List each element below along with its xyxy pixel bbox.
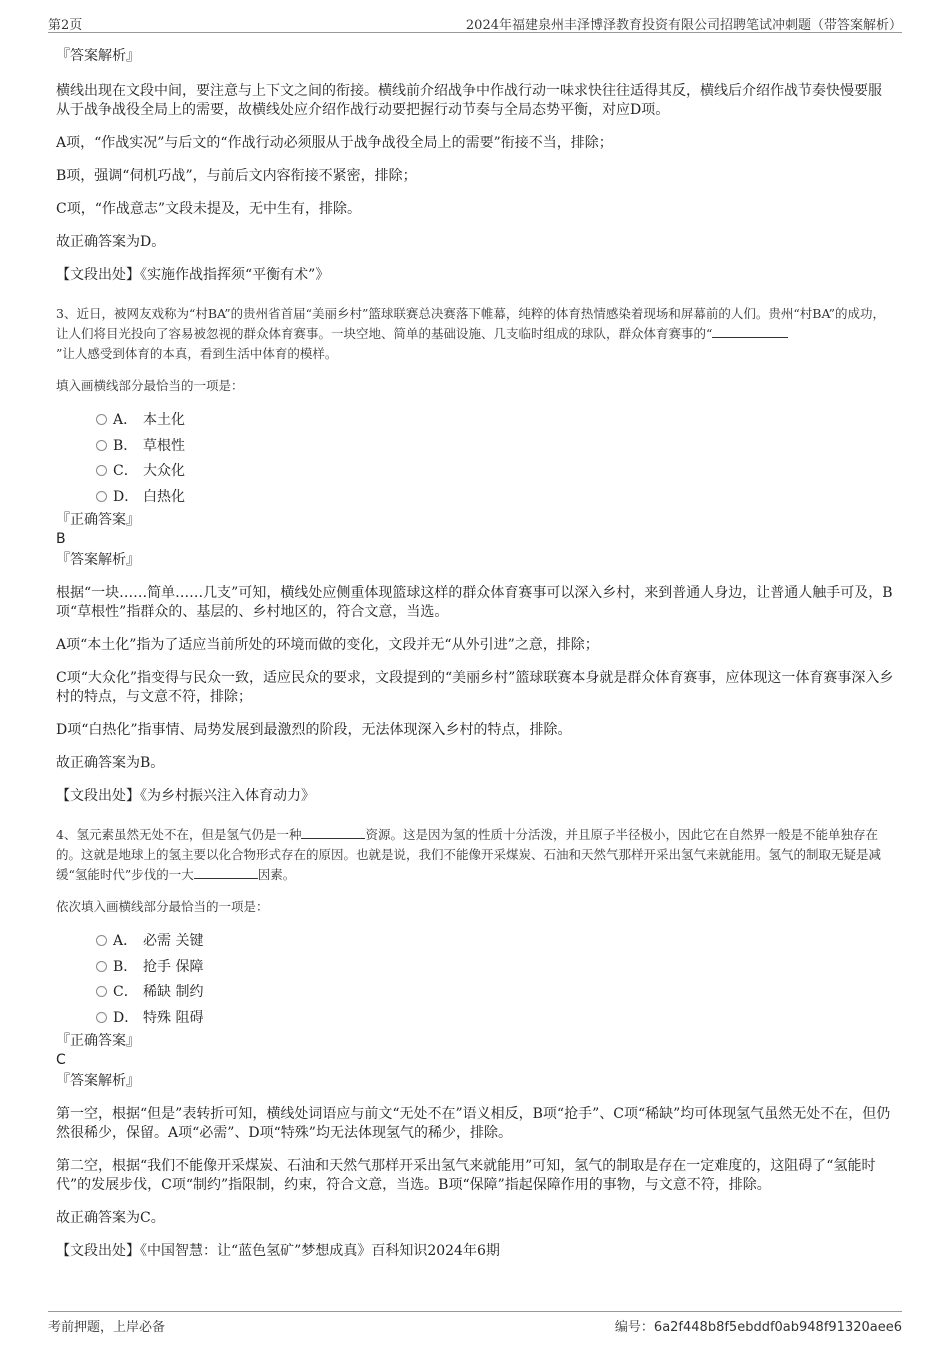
question-text-part: ”让人感受到体育的本真，看到生活中体育的模样。 bbox=[56, 346, 338, 361]
question-4-text bbox=[56, 825, 894, 885]
options-list bbox=[96, 929, 894, 1031]
radio-icon[interactable] bbox=[96, 961, 107, 972]
option-a[interactable]: A． 本土化 bbox=[96, 408, 894, 434]
analysis-paragraph: C项“大众化”指变得与民众一致，适应民众的要求，文段提到的“美丽乡村”篮球联赛本身就是群众体育赛事，应体现这一体育赛事深入乡村的特点，与文意不符，排除； bbox=[56, 670, 894, 705]
analysis-paragraph: 故正确答案为C。 bbox=[56, 1210, 165, 1226]
radio-icon[interactable] bbox=[96, 935, 107, 946]
document-code bbox=[615, 1316, 902, 1335]
analysis-paragraph: 第二空，根据“我们不能像开采煤炭、石油和天然气那样开采出氢气来就能用”可知，氢气的制取是存在一定难度的，这阻碍了“氢能时代”的发展步伐，C项“制约”指限制，约束，符合文意，当选。B项“保障”指起保障作用的事物，与文意不符，排除。 bbox=[56, 1158, 876, 1193]
analysis-paragraph: 第一空，根据“但是”表转折可知，横线处词语应与前文“无处不在”语义相反，B项“抢手”、C项“稀缺”均可体现氢气虽然无处不在，但仍然很稀少，保留。A项“必需”、D项“特殊”均无法体现氢气的稀少，排除。 bbox=[56, 1106, 891, 1141]
radio-icon[interactable] bbox=[96, 1012, 107, 1023]
analysis-paragraph: 故正确答案为D。 bbox=[56, 234, 166, 250]
analysis-paragraph: D项“白热化”指事情、局势发展到最激烈的阶段，无法体现深入乡村的特点，排除。 bbox=[56, 722, 572, 738]
question-text-part: 3、近日，被网友戏称为“村BA”的贵州省首届“美丽乡村”篮球联赛总决赛落下帷幕，纯粹的体育热情感染着现场和屏幕前的人们。贵州“村BA”的成功，让人们将目光投向了容易被忽视的群众体育赛事。一块空地、简单的基础设施、几支临时组成的球队，群众体育赛事的“ bbox=[56, 306, 886, 341]
code-label: 编号： bbox=[614, 1320, 654, 1335]
question-prompt: 依次填入画横线部分最恰当的一项是： bbox=[56, 899, 269, 914]
question-text-part: 资源。这是因为氢的性质十分活泼，并且原子半径极小，因此它在自然界一般是不能单独存在的。这就是地球上的氢主要以化合物形式存在的原因。也就是说，我们不能像开采煤炭、石油和天然气那样开采出氢气来就能用。氢气的制取无疑是减缓“氢能时代”步伐的一大 bbox=[56, 827, 882, 882]
option-c[interactable]: C． 大众化 bbox=[96, 459, 894, 485]
radio-icon[interactable] bbox=[96, 465, 107, 476]
radio-icon[interactable] bbox=[96, 491, 107, 502]
question-text-part: 4、氢元素虽然无处不在，但是氢气仍是一种 bbox=[56, 827, 302, 842]
answer-blank bbox=[301, 825, 365, 839]
source-citation: 【文段出处】《中国智慧：让“蓝色氢矿”梦想成真》百科知识2024年6期 bbox=[56, 1243, 500, 1259]
option-b[interactable]: B． 草根性 bbox=[96, 434, 894, 460]
page-footer bbox=[48, 1311, 902, 1336]
options-list bbox=[96, 408, 894, 510]
analysis-paragraph: B项，强调“伺机巧战”，与前后文内容衔接不紧密，排除； bbox=[56, 168, 417, 184]
source-citation: 【文段出处】《实施作战指挥须“平衡有术”》 bbox=[56, 267, 330, 283]
option-d[interactable]: D． 白热化 bbox=[96, 485, 894, 511]
radio-icon[interactable] bbox=[96, 440, 107, 451]
analysis-label: 『答案解析』 bbox=[56, 552, 140, 568]
correct-answer-label: 『正确答案』 bbox=[56, 512, 140, 528]
analysis-paragraph: 根据“一块……简单……几支”可知，横线处应侧重体现篮球这样的群众体育赛事可以深入乡村，来到普通人身边，让普通人触手可及，B项“草根性”指群众的、基层的、乡村地区的，符合文意，当选。 bbox=[56, 585, 893, 620]
answer-blank bbox=[712, 324, 788, 338]
analysis-paragraph: A项“本土化”指为了适应当前所处的环境而做的变化，文段并无“从外引进”之意，排除； bbox=[56, 637, 599, 653]
radio-icon[interactable] bbox=[96, 414, 107, 425]
option-a[interactable]: A． 必需 关键 bbox=[96, 929, 894, 955]
analysis-paragraph: A项，“作战实况”与后文的“作战行动必须服从于战争战役全局上的需要”衔接不当，排除； bbox=[56, 135, 613, 151]
page-content bbox=[56, 44, 894, 1261]
page-header bbox=[48, 8, 902, 33]
code-value: 6a2f448b8f5ebddf0ab948f91320aee6 bbox=[653, 1320, 902, 1335]
analysis-paragraph: 故正确答案为B。 bbox=[56, 755, 165, 771]
question-prompt: 填入画横线部分最恰当的一项是： bbox=[56, 378, 244, 393]
analysis-label: 『答案解析』 bbox=[56, 1073, 140, 1089]
page-number: 第2页 bbox=[48, 18, 83, 33]
answer-blank bbox=[194, 865, 258, 879]
option-b[interactable]: B． 抢手 保障 bbox=[96, 955, 894, 981]
option-c[interactable]: C． 稀缺 制约 bbox=[96, 980, 894, 1006]
correct-answer-label: 『正确答案』 bbox=[56, 1033, 140, 1049]
analysis-paragraph: 横线出现在文段中间，要注意与上下文之间的衔接。横线前介绍战争中作战行动一味求快往往适得其反，横线后介绍作战节奏快慢要服从于战争战役全局上的需要，故横线处应介绍作战行动要把握行动节奏与全局态势平衡，对应D项。 bbox=[56, 83, 882, 118]
question-text-part: 因素。 bbox=[257, 867, 296, 882]
question-3-text bbox=[56, 304, 894, 364]
analysis-paragraph: C项，“作战意志”文段未提及，无中生有，排除。 bbox=[56, 201, 362, 217]
radio-icon[interactable] bbox=[96, 986, 107, 997]
document-title: 2024年福建泉州丰泽博泽教育投资有限公司招聘笔试冲刺题（带答案解析） bbox=[465, 18, 902, 33]
analysis-label: 『答案解析』 bbox=[56, 48, 140, 64]
correct-answer: C bbox=[56, 1052, 66, 1068]
option-d[interactable]: D． 特殊 阻碍 bbox=[96, 1006, 894, 1032]
correct-answer: B bbox=[56, 531, 66, 547]
footer-slogan: 考前押题，上岸必备 bbox=[48, 1320, 166, 1335]
source-citation: 【文段出处】《为乡村振兴注入体育动力》 bbox=[56, 788, 315, 804]
